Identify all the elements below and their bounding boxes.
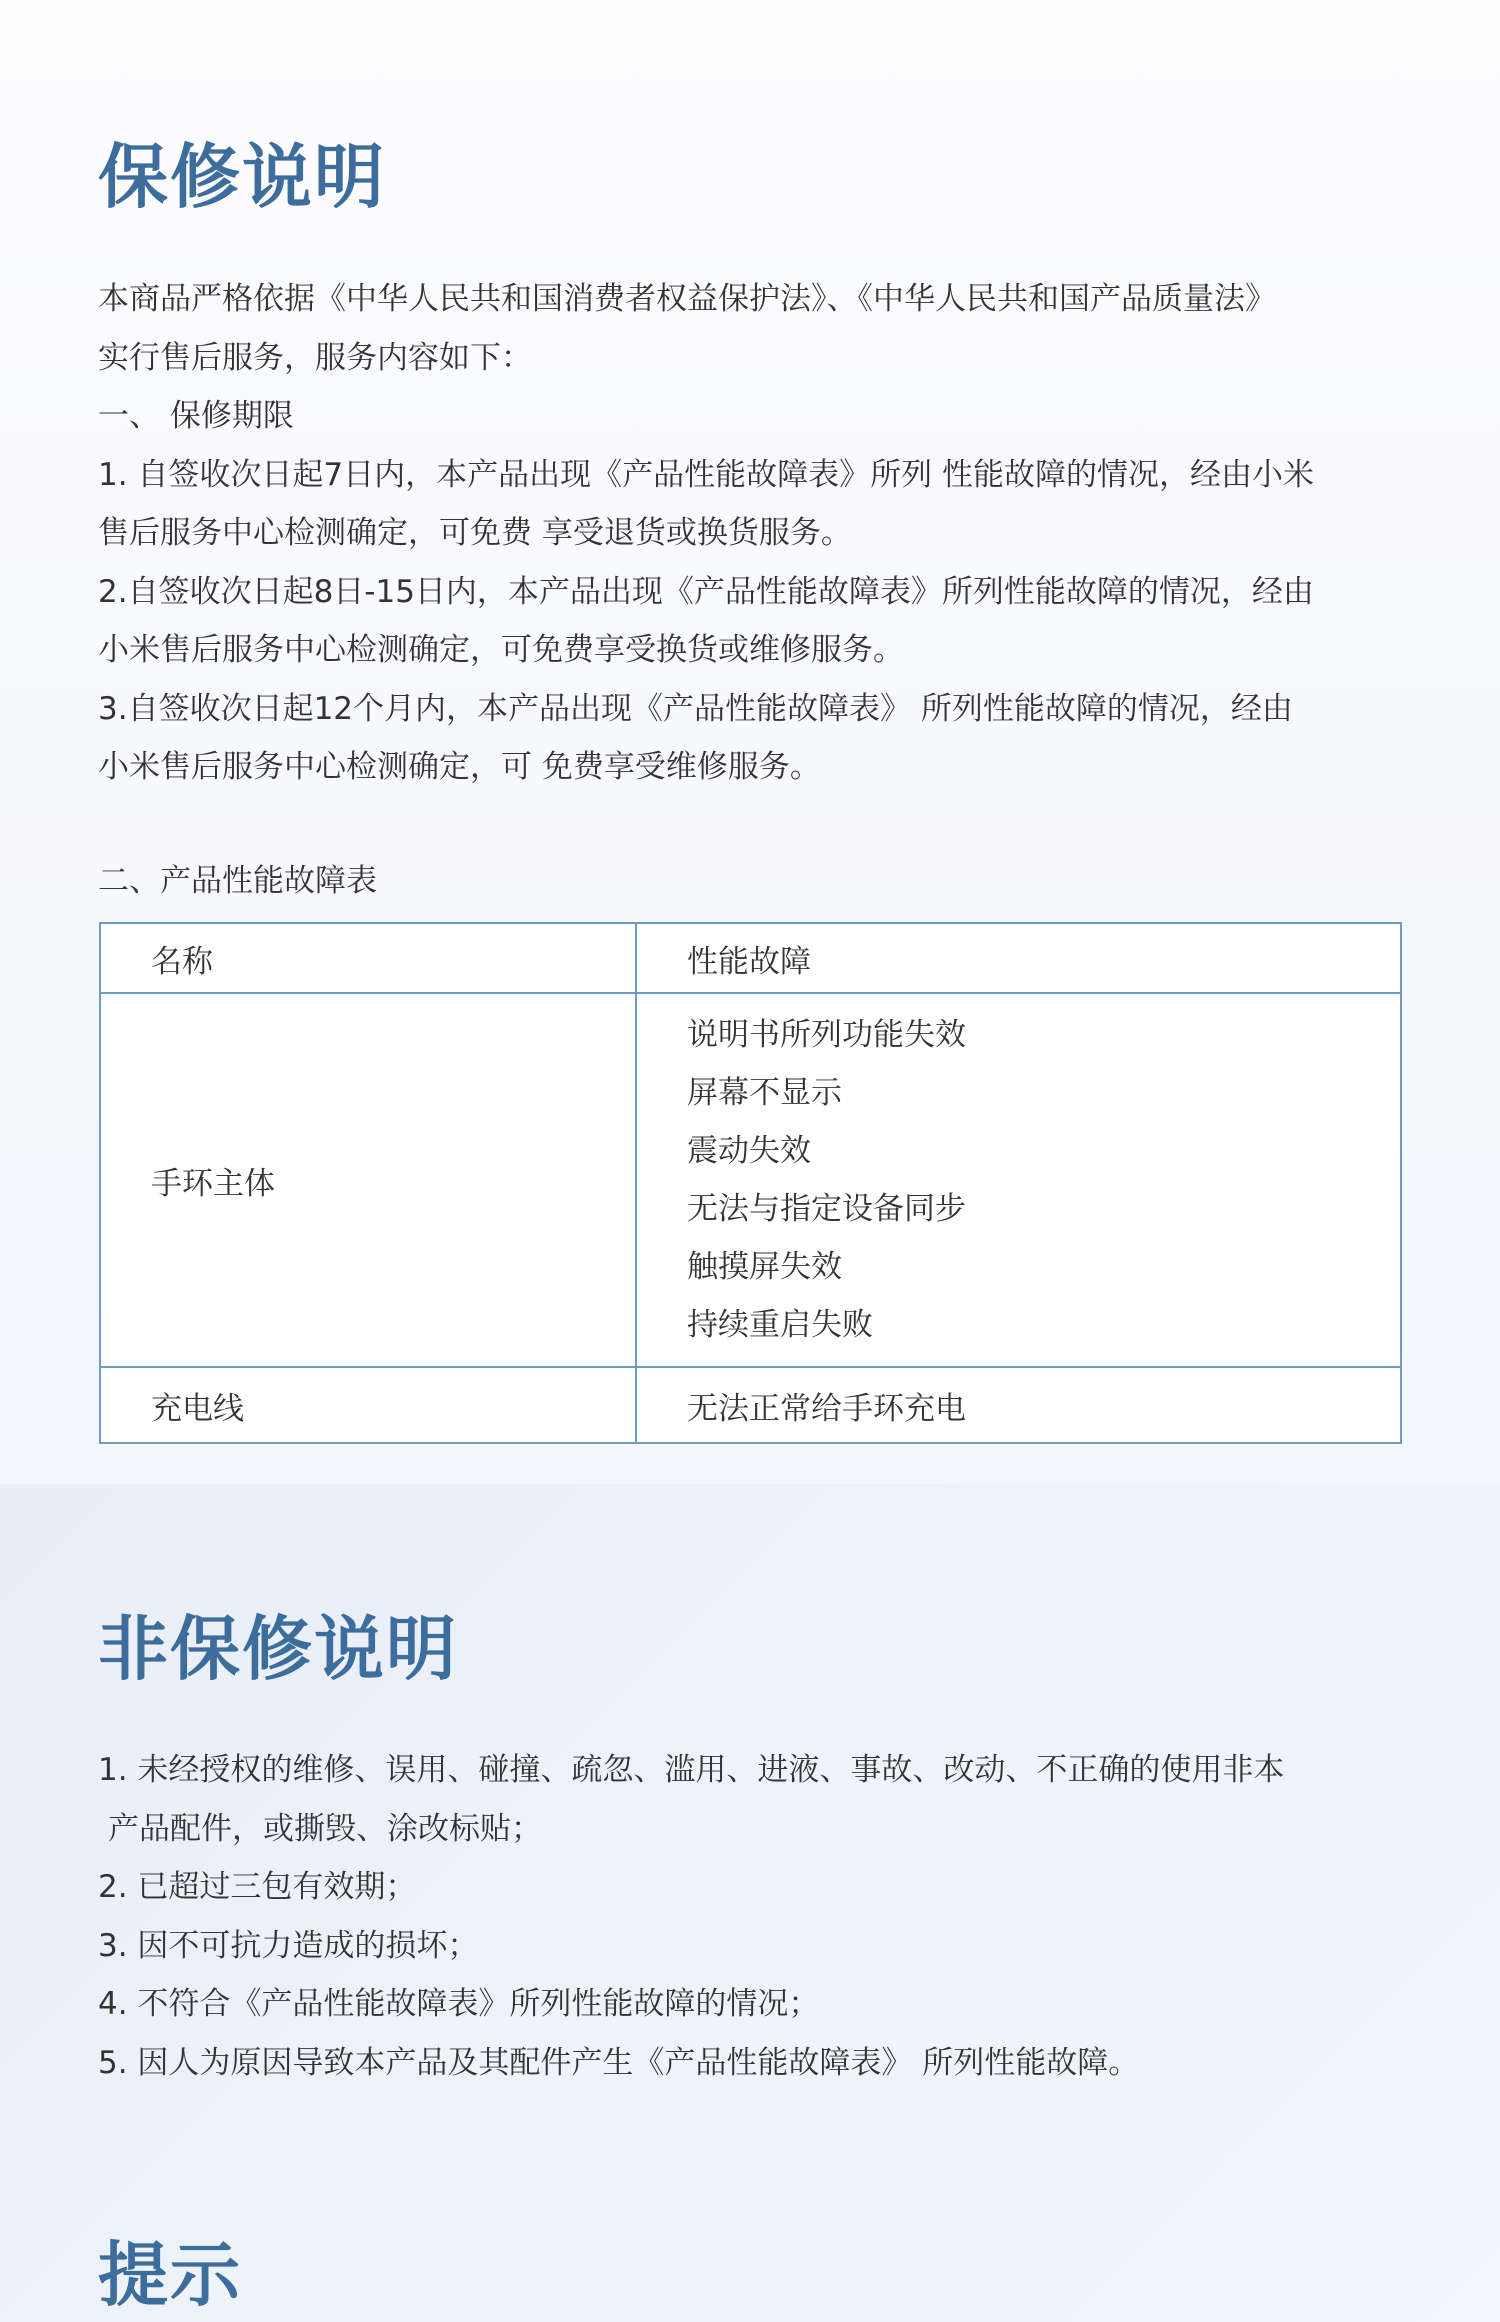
fault-item: 无法与指定设备同步 bbox=[687, 1191, 966, 1227]
warranty-item-line: 小米售后服务中心检测确定，可免费享受换货或维修服务。 bbox=[98, 632, 904, 668]
table-row bbox=[100, 993, 1401, 1367]
warranty-intro bbox=[98, 270, 1408, 797]
warranty-title: 保修说明 bbox=[98, 136, 386, 218]
non-warranty-section bbox=[0, 1484, 1500, 2322]
table-cell-name: 手环主体 bbox=[100, 993, 636, 1367]
fault-table bbox=[99, 922, 1402, 1444]
non-warranty-item-line: 5. 因人为原因导致本产品及其配件产生《产品性能故障表》 所列性能故障。 bbox=[98, 2044, 1140, 2081]
non-warranty-item-line: 3. 因不可抗力造成的损坏； bbox=[98, 1927, 479, 1964]
table-cell-faults bbox=[636, 993, 1401, 1367]
fault-item: 持续重启失败 bbox=[687, 1307, 873, 1343]
fault-item: 说明书所列功能失效 bbox=[687, 1017, 966, 1053]
non-warranty-list bbox=[98, 1741, 1408, 2092]
intro-line: 实行售后服务，服务内容如下： bbox=[98, 339, 532, 376]
table-row bbox=[100, 1367, 1401, 1443]
warranty-item-line: 售后服务中心检测确定，可免费 享受退货或换货服务。 bbox=[98, 515, 852, 551]
table-cell-name: 充电线 bbox=[100, 1367, 636, 1443]
fault-item: 震动失效 bbox=[687, 1133, 811, 1169]
warranty-item-line: 2.自签收次日起8日-15日内，本产品出现《产品性能故障表》所列性能故障的情况，经由 bbox=[98, 573, 1314, 610]
fault-item: 触摸屏失效 bbox=[687, 1249, 842, 1285]
table-header-fault: 性能故障 bbox=[636, 923, 1401, 993]
warranty-item-line: 1. 自签收次日起7日内，本产品出现《产品性能故障表》所列 性能故障的情况，经由小米 bbox=[98, 456, 1315, 493]
fault-table-title: 二、产品性能故障表 bbox=[98, 863, 377, 899]
intro-line: 本商品严格依据《中华人民共和国消费者权益保护法》、《中华人民共和国产品质量法》 bbox=[98, 281, 1276, 317]
warranty-item-line: 小米售后服务中心检测确定，可 免费享受维修服务。 bbox=[98, 749, 821, 785]
table-cell-faults: 无法正常给手环充电 bbox=[636, 1367, 1401, 1443]
table-header-name: 名称 bbox=[100, 923, 636, 993]
non-warranty-item-line: 产品配件，或撕毁、涂改标贴； bbox=[108, 1810, 542, 1847]
tips-title: 提示 bbox=[98, 2234, 242, 2316]
warranty-item-line: 3.自签收次日起12个月内，本产品出现《产品性能故障表》 所列性能故障的情况，经由 bbox=[98, 690, 1293, 727]
fault-item: 屏幕不显示 bbox=[687, 1075, 842, 1111]
fault-list bbox=[687, 1006, 1400, 1354]
period-heading: 一、 保修期限 bbox=[98, 398, 294, 434]
non-warranty-item-line: 1. 未经授权的维修、误用、碰撞、疏忽、滥用、进液、事故、改动、不正确的使用非本 bbox=[98, 1752, 1285, 1788]
non-warranty-title: 非保修说明 bbox=[98, 1608, 458, 1690]
table-header-row bbox=[100, 923, 1401, 993]
non-warranty-item-line: 4. 不符合《产品性能故障表》所列性能故障的情况； bbox=[98, 1986, 820, 2022]
non-warranty-item-line: 2. 已超过三包有效期； bbox=[98, 1869, 417, 1905]
